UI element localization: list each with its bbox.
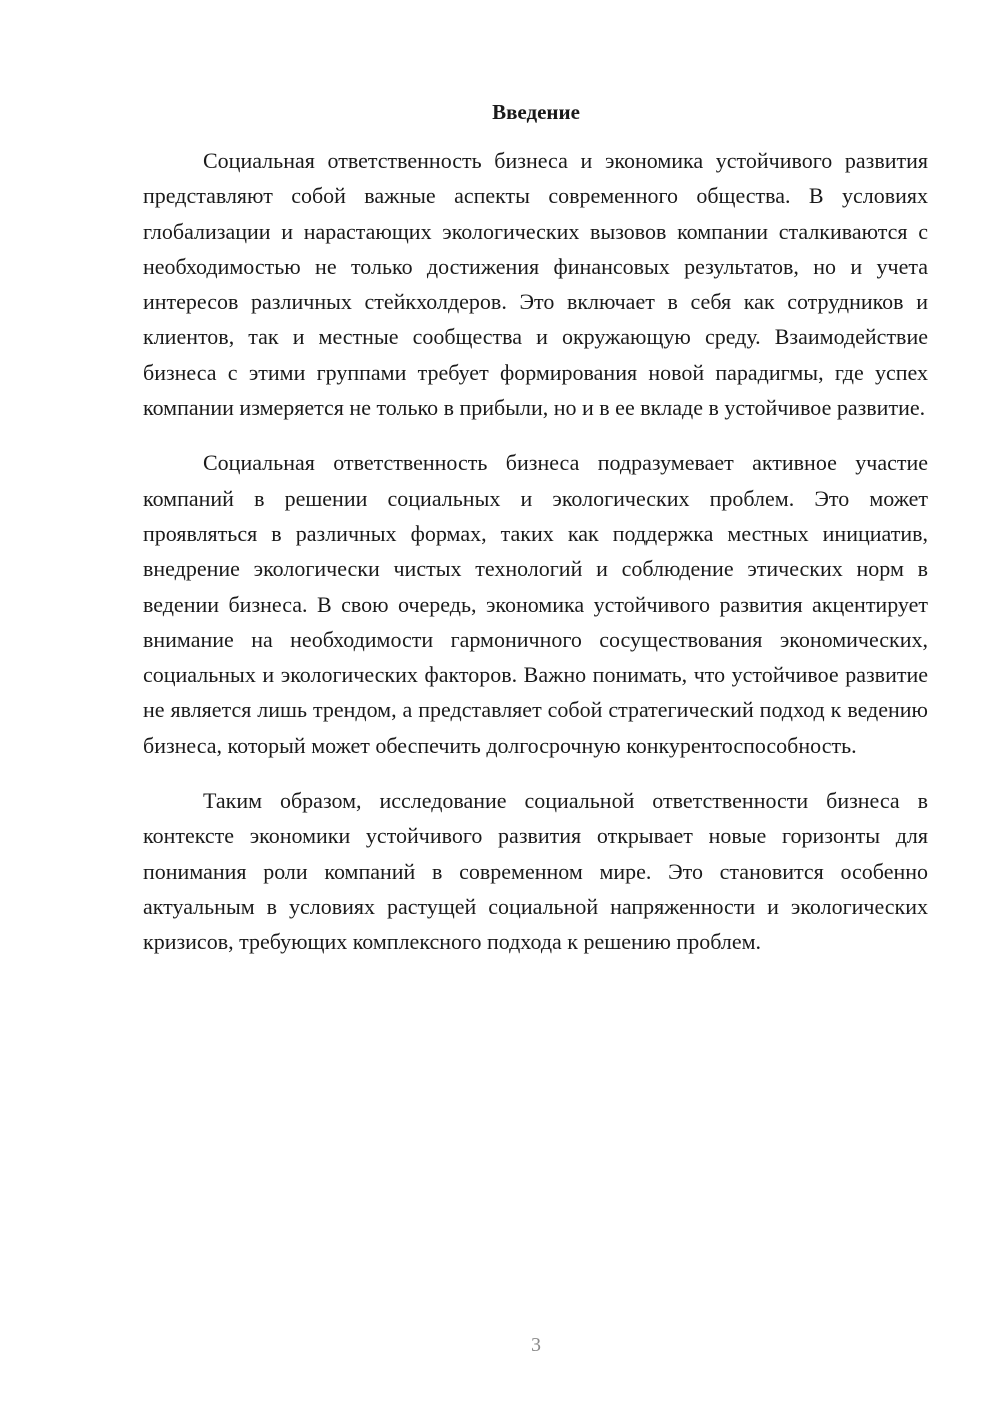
paragraph-3: Таким образом, исследование социальной ответственности бизнеса в контексте экономики устойчивого развития открывает новые горизонты для понимания роли компаний в современном мире. Это становится особенно актуальным в условиях растущей социальной напряженности и экологических кризисов, требующих комплексного подхода к решению проблем. — [143, 788, 928, 955]
page-number: 3 — [531, 1334, 541, 1356]
page-title: Введение — [492, 100, 580, 124]
paragraph-1: Социальная ответственность бизнеса и экономика устойчивого развития представляют собой важные аспекты современного общества. В условиях глобализации и нарастающих экологических вызовов компании сталкиваются с необходимостью не только достижения финансовых результатов, но и учета интересов различных стейкхолдеров. Это включает в себя как сотрудников и клиентов, так и местные сообщества и окружающую среду. Взаимодействие бизнеса с этими группами требует формирования новой парадигмы, где успех компании измеряется не только в прибыли, но и в ее вкладе в устойчивое развитие. — [143, 148, 928, 421]
document-body — [143, 143, 928, 980]
paragraph-2: Социальная ответственность бизнеса подразумевает активное участие компаний в решении социальных и экологических проблем. Это может проявляться в различных формах, таких как поддержка местных инициатив, внедрение экологически чистых технологий и соблюдение этических норм в ведении бизнеса. В свою очередь, экономика устойчивого развития акцентирует внимание на необходимости гармоничного сосуществования экономических, социальных и экологических факторов. Важно понимать, что устойчивое развитие не является лишь трендом, а представляет собой стратегический подход к ведению бизнеса, который может обеспечить долгосрочную конкурентоспособность. — [143, 450, 928, 758]
